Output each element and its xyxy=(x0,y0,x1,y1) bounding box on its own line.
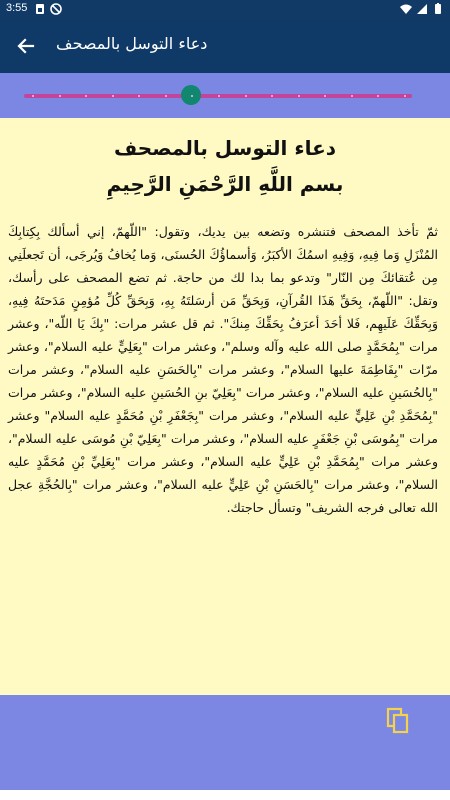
slider-tick xyxy=(218,95,220,97)
slider-tick xyxy=(298,95,300,97)
font-size-slider-panel xyxy=(0,73,450,118)
bismillah-heading: بسم اللَّهِ الرَّحْمَنِ الرَّحِيمِ xyxy=(106,172,344,196)
status-notification-icons xyxy=(34,3,62,15)
slider-tick xyxy=(404,95,406,97)
copy-button[interactable] xyxy=(383,705,413,735)
battery-icon xyxy=(432,3,444,15)
slider-tick xyxy=(59,95,61,97)
back-button[interactable] xyxy=(8,28,44,64)
status-system-icons xyxy=(400,3,444,15)
prayer-text: ثمّ تأخذ المصحف فتنشره وتضعه بين يديك، وتقول: "اللّهمّ، إني أسألك بِكِتابِكَ المُنْزَلِ وَما فِيهِ، وَفِيهِ اسمُكَ الأكبَرُ، وَأسماؤُكَ الحُسنَى، وَما يُخافُ وَيُرجَى، أن تَجعلَنِي مِن عُتقائكَ مِن النّار" وتدعو بما بدا لك من حاجة. ثم تضع المصحف على رأسك، وتقل: "اللّهمّ، بِحَقِّ هَذَا القُرآنِ، وَبِحَقِّ مَن أرسَلتَهُ بِهِ، وَبِحَقِّ كُلِّ مُؤمِنٍ مَدَحتَهُ فِيهِ، وَبِحَقِّكَ عَلَيهِم، فَلا أحَدَ أعرَفُ بِحَقِّكَ مِنكَ". ثم قل عشر مرات: "بِكَ يَا اللّه"، وعشر مرات "بِمُحَمَّدٍ صلى الله عليه وآله وسلم"، وعشر مرات "بِعَلِيٍّ عليه السلام"، وعشر مرّات "بِفَاطِمَةَ عليها السلام"، وعشر مرات "بِالحَسَنِ عليه السلام"، وعشر مرات "بِالحُسَينِ عليه السلام"، وعشر مرات "بِعَلِيّ بنِ الحُسَينِ عليه السلام"، وعشر مرات "بِمُحَمَّدِ بْنِ عَلِيٍّ عليه السلام"، وعشر مرات "بِجَعْفَرِ بْنِ مُحَمَّدٍ عليه السلام" وعشر مرات "بِمُوسَى بْنِ جَعْفَرٍ عليه السلام"، وعشر مرات "بِعَلِيّ بْنِ مُوسَى عليه السلام"، وعشر مرات "بِمُحَمَّدِ بْنِ عَلِيٍّ عليه السلام"، وعشر مرات "بِعَلِيِّ بْنِ مُحَمَّدٍ عليه السلام"، وعشر مرات "بِالحَسَنِ بْنِ عَلِيٍّ عليه السلام"، وعشر مرات "بِالحُجَّةِ عجل الله تعالى فرجه الشريف" وتسأل حاجتك. xyxy=(8,224,438,515)
prayer-title: دعاء التوسل بالمصحف xyxy=(113,136,337,160)
wifi-icon xyxy=(400,3,412,15)
copy-icon xyxy=(385,706,411,734)
block-icon xyxy=(50,3,62,15)
signal-icon xyxy=(416,3,428,15)
status-time: 3:55 xyxy=(6,2,28,14)
slider-tick xyxy=(112,95,114,97)
slider-tick xyxy=(32,95,34,97)
status-bar xyxy=(0,0,450,20)
arrow-back-icon xyxy=(16,36,36,56)
app-bar xyxy=(0,20,450,73)
sim-card-icon xyxy=(34,3,46,15)
system-nav-strip xyxy=(0,790,450,800)
slider-tick xyxy=(165,95,167,97)
prayer-content xyxy=(0,118,450,695)
slider-tick xyxy=(245,95,247,97)
app-bar-title: دعاء التوسل بالمصحف xyxy=(56,34,208,53)
slider-tick xyxy=(351,95,353,97)
